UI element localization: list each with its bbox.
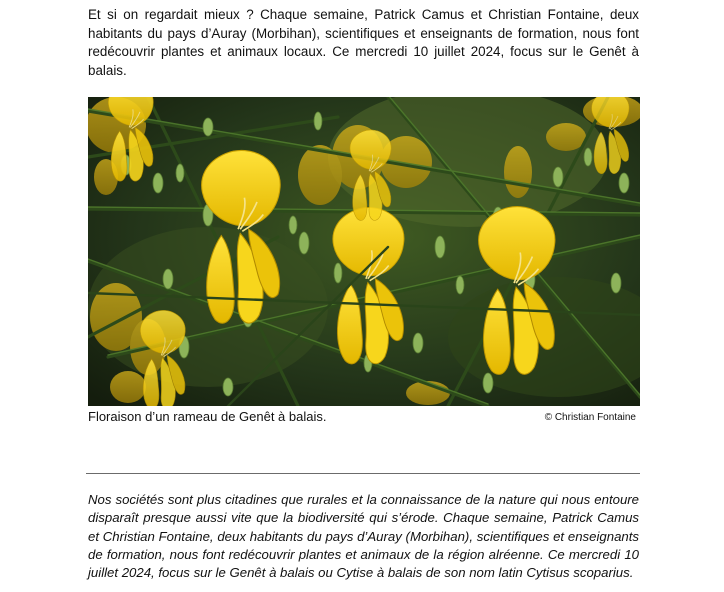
intro-paragraph: Et si on regardait mieux ? Chaque semaine, Patrick Camus et Christian Fontaine, deux habitants du pays d’Auray (Morbihan), scientifiques et enseignants de formation, nous font redécouvrir plantes et animaux locaux. Ce mercredi 10 juillet 2024, focus sur le Genêt à balais. bbox=[88, 7, 639, 78]
broom-flowers-photo bbox=[88, 97, 640, 406]
section-divider bbox=[86, 473, 640, 474]
photo-caption: Floraison d’un rameau de Genêt à balais. bbox=[88, 409, 327, 424]
photo-credit: © Christian Fontaine bbox=[544, 412, 636, 423]
summary-paragraph: Nos sociétés sont plus citadines que rurales et la connaissance de la nature qui nous entoure disparaît presque aussi vite que la biodiversité qui s’érode. Chaque semaine, Patrick Camus et Christian Fontaine, deux habitants du pays d’Auray (Morbihan), scientifiques et enseignants de formation, nous font redécouvrir plantes et animaux de la région alréenne. Ce mercredi 10 juillet 2024, focus sur le Genêt à balais ou Cytise à balais de son nom latin Cytisus scoparius. bbox=[88, 492, 639, 581]
